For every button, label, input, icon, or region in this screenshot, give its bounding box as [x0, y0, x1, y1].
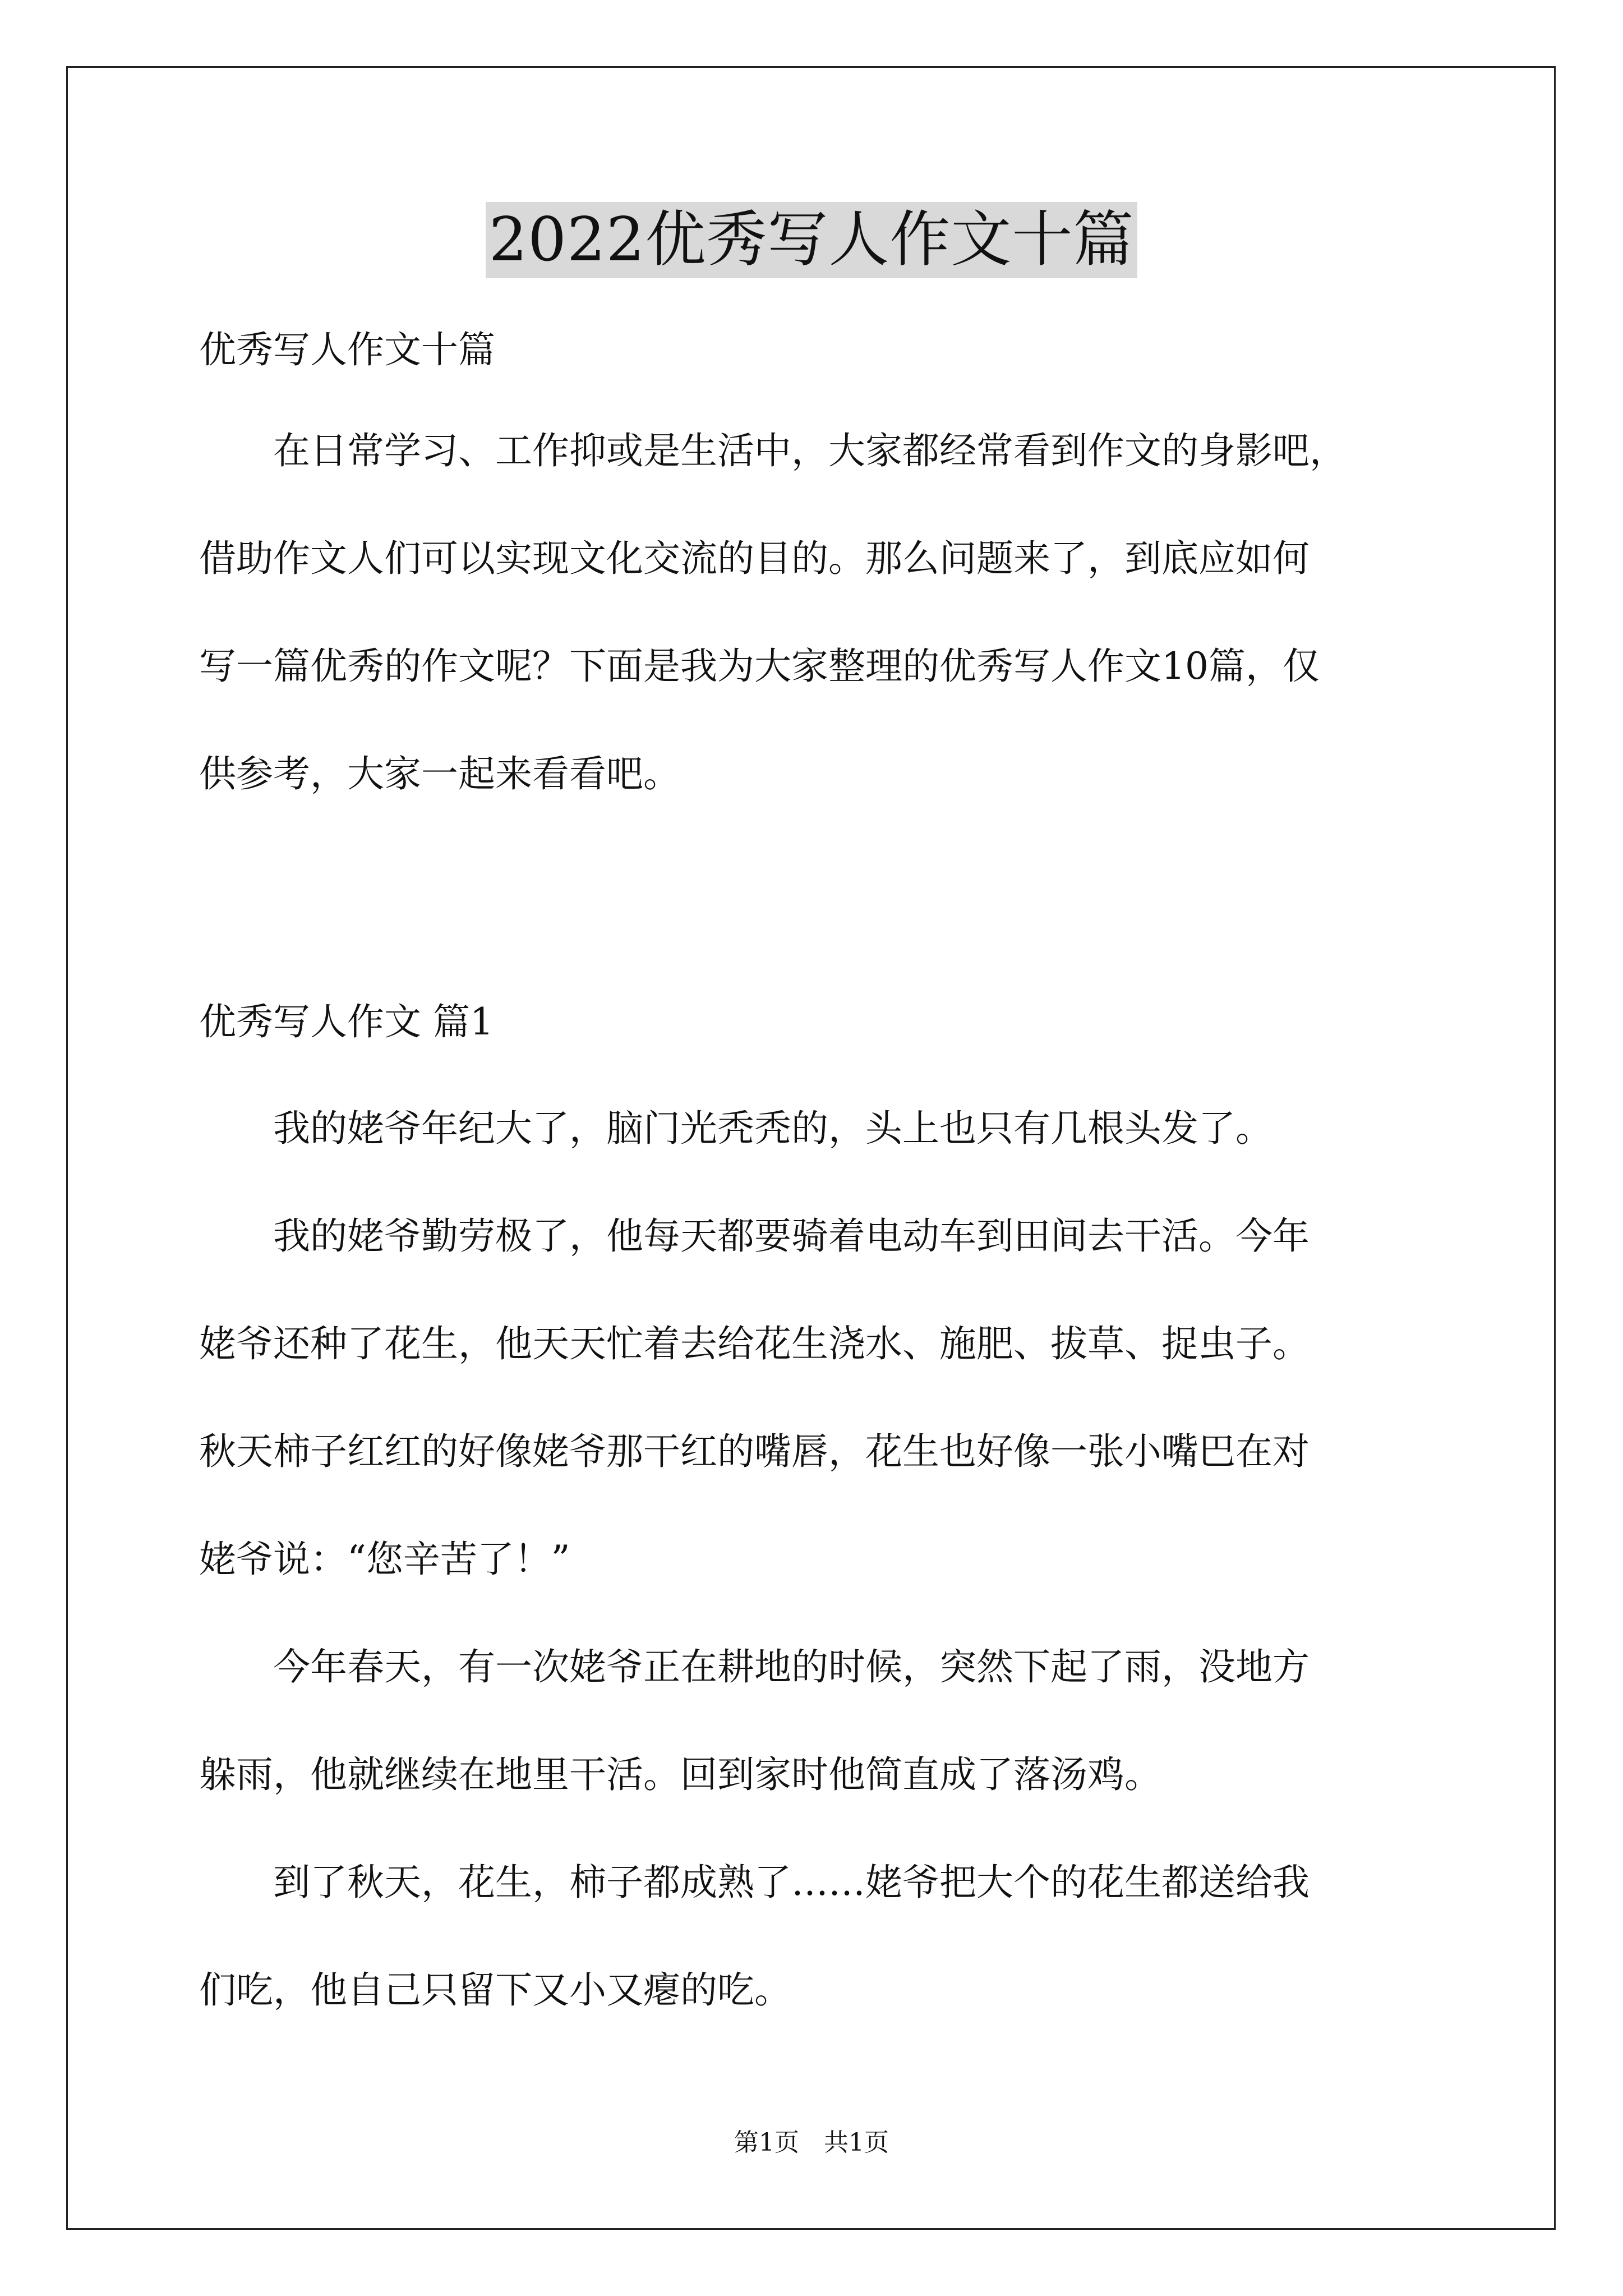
section-heading: 优秀写人作文 篇1 — [199, 1000, 494, 1043]
intro-line: 在日常学习、工作抑或是生活中，大家都经常看到作文的身影吧， — [199, 429, 1347, 472]
body-line: 姥爷还种了花生，他天天忙着去给花生浇水、施肥、拔草、捉虫子。 — [199, 1322, 1310, 1365]
intro-line: 借助作文人们可以实现文化交流的目的。那么问题来了，到底应如何 — [199, 537, 1310, 580]
body-line: 我的姥爷年纪大了，脑门光秃秃的，头上也只有几根头发了。 — [199, 1107, 1272, 1150]
body-line: 躲雨，他就继续在地里干活。回到家时他简直成了落汤鸡。 — [199, 1753, 1161, 1796]
section1-heading-block — [199, 993, 1433, 1051]
subtitle-block — [199, 321, 1433, 379]
body-line: 我的姥爷勤劳极了，他每天都要骑着电动车到田间去干活。今年 — [199, 1214, 1310, 1258]
body-line: 秋天柿子红红的好像姥爷那干红的嘴唇，花生也好像一张小嘴巴在对 — [199, 1430, 1310, 1473]
intro-paragraph — [199, 422, 1433, 803]
document-title: 2022优秀写人作文十篇 — [486, 202, 1138, 278]
title-container — [0, 202, 1623, 278]
body-line: 姥爷说：“您辛苦了！” — [199, 1538, 570, 1581]
document-subtitle: 优秀写人作文十篇 — [199, 328, 495, 371]
body-line: 到了秋天，花生，柿子都成熟了……姥爷把大个的花生都送给我 — [199, 1861, 1310, 1904]
intro-line: 写一篇优秀的作文呢？下面是我为大家整理的优秀写人作文10篇，仅 — [199, 645, 1320, 688]
section1-body — [199, 1099, 1433, 2019]
body-line: 们吃，他自己只留下又小又瘪的吃。 — [199, 1968, 791, 2012]
body-line: 今年春天，有一次姥爷正在耕地的时候，突然下起了雨，没地方 — [199, 1645, 1310, 1688]
page-footer: 第1页 共1页 — [734, 2128, 889, 2157]
intro-line: 供参考，大家一起来看看吧。 — [199, 752, 680, 795]
